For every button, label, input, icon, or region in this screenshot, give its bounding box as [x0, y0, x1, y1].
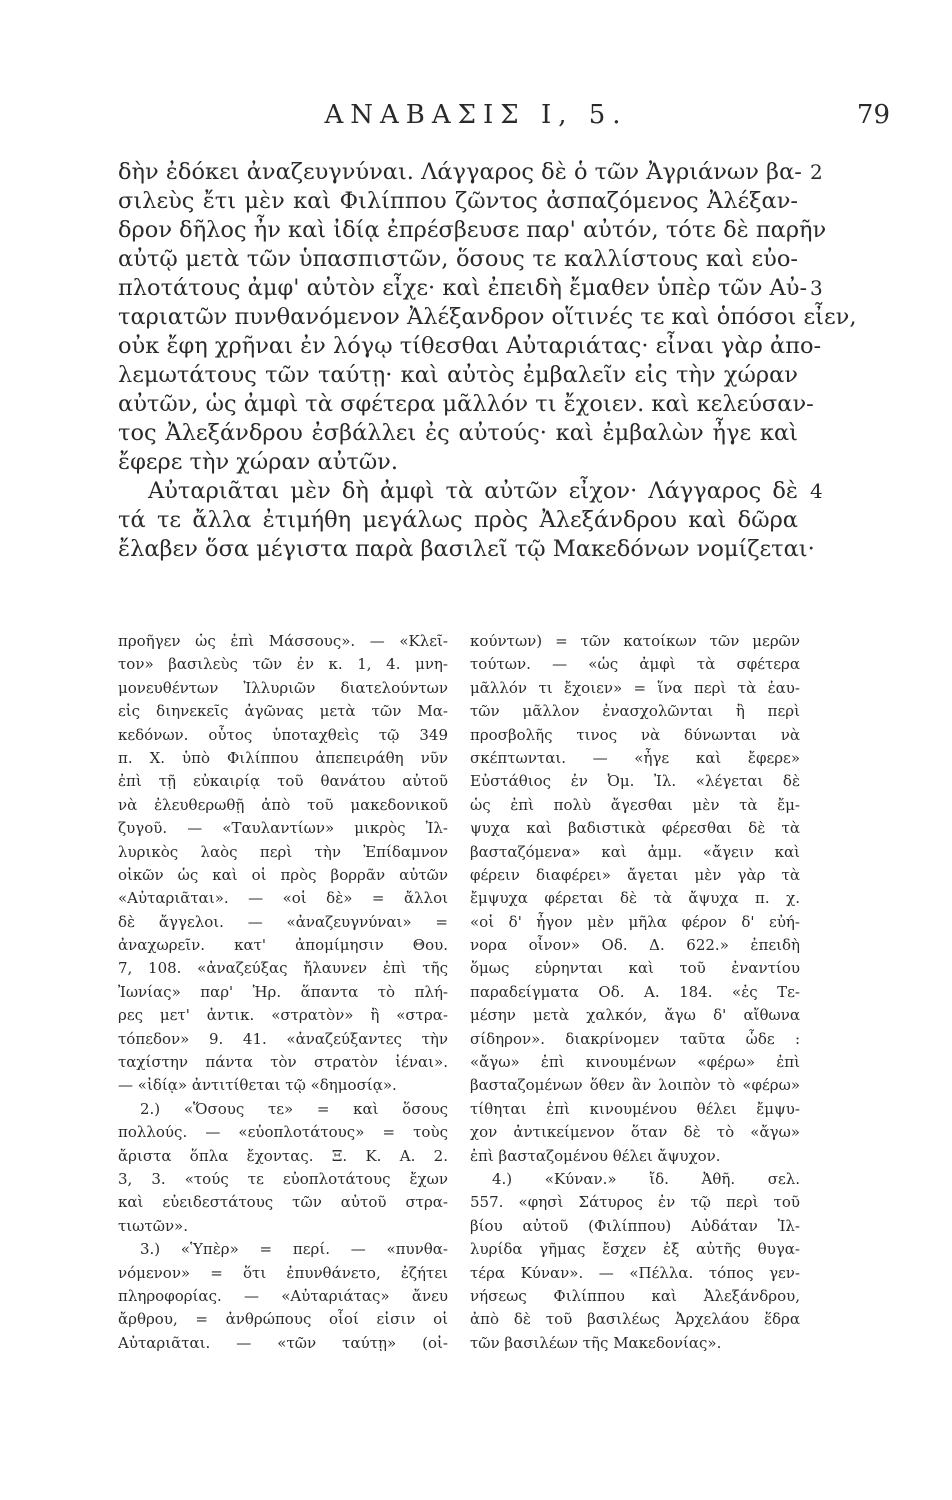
note-line: καὶ εὐειδεστάτους τῶν αὐτοῦ στρα- [118, 1193, 448, 1212]
text-line: ταριατῶν πυνθανόμενον Ἀλέξανδρον οἵτινές τε καὶ ὁπόσοι εἶεν, [118, 304, 857, 330]
note-line: προῆγεν ὡς ἐπὶ Μάσσους». — «Κλεῖ- [118, 632, 448, 650]
note-line: βασταζόμενα» καὶ ἀμμ. «ἄγειν καὶ [470, 842, 800, 861]
section-number: 2 [810, 160, 823, 184]
note-line: ζυγοῦ. — «Ταυλαντίων» μικρὸς Ἰλ- [118, 819, 448, 838]
note-line: τούτων. — «ὡς ἀμφὶ τὰ σφέτερα [470, 655, 800, 674]
text-line: ἔφερε τὴν χώραν αὐτῶν. [118, 449, 399, 475]
note-line: νήσεως Φιλίππου καὶ Ἀλεξάνδρου, [470, 1286, 800, 1305]
text-line: πλοτάτους ἀμφ' αὐτὸν εἶχε· καὶ ἐπειδὴ ἔμαθεν ὑπὲρ τῶν Αὐ- [118, 275, 808, 301]
text-line: αὐτῶν, ὡς ἀμφὶ τὰ σφέτερα μᾶλλόν τι ἔχοιεν. καὶ κελεύσαν- [118, 391, 814, 417]
note-line: πολλούς. — «εὐοπλοτάτους» = τοὺς [118, 1123, 448, 1142]
note-line: τόπεδον» 9. 41. «ἀναζεύξαντες τὴν [118, 1029, 448, 1048]
note-line: τιωτῶν». [118, 1216, 189, 1235]
note-line: ἄριστα ὅπλα ἔχοντας. Ξ. Κ. Α. 2. [118, 1146, 448, 1165]
note-line: φέρειν διαφέρει» ἄγεται μὲν γὰρ τὰ [470, 865, 800, 884]
text-line: αὐτῷ μετὰ τῶν ὑπασπιστῶν, ὅσους τε καλλίστους καὶ εὐο- [118, 246, 798, 272]
note-line: τῶν μᾶλλον ἐνασχολῶνται ἢ περὶ [470, 702, 800, 721]
notes-column-left [118, 630, 448, 1355]
note-line: ἀπὸ δὲ τοῦ βασιλέως Ἀρχελάου ἕδρα [470, 1310, 800, 1329]
note-line: κούντων) = τῶν κατοίκων τῶν μερῶν [470, 632, 800, 650]
note-line: ψυχα καὶ βαδιστικὰ φέρεσθαι δὲ τὰ [470, 819, 800, 838]
note-line: κεδόνων. οὗτος ὑποταχθεὶς τῷ 349 [118, 725, 448, 744]
note-line: ὡς ἐπὶ πολὺ ἄγεσθαι μὲν τὰ ἔμ- [470, 795, 800, 814]
note-line: Ἰωνίας» παρ' Ἡρ. ἅπαντα τὸ πλή- [118, 982, 448, 1001]
page-header [0, 100, 952, 140]
page-number: 79 [856, 100, 890, 130]
text-line: δρον δῆλος ἦν καὶ ἰδίᾳ ἐπρέσβευσε παρ' αὐτόν, τότε δὲ παρῆν [118, 217, 827, 243]
note-line: 3.) «Ὑπὲρ» = περί. — «πυνθα- [140, 1240, 448, 1259]
note-line: 557. «φησὶ Σάτυρος ἐν τῷ περὶ τοῦ [470, 1193, 800, 1212]
text-line: σιλεὺς ἔτι μὲν καὶ Φιλίππου ζῶντος ἀσπαζόμενος Ἀλέξαν- [118, 188, 798, 214]
note-line: ἄρθρου, = ἀνθρώπους οἷοί εἰσιν οἱ [118, 1310, 448, 1329]
note-line: — «ἰδίᾳ» ἀντιτίθεται τῷ «δημοσίᾳ». [118, 1076, 397, 1095]
main-text [118, 158, 857, 564]
text-line: τά τε ἄλλα ἐτιμήθη μεγάλως πρὸς Ἀλεξάνδρου καὶ δῶρα [118, 507, 798, 533]
note-line: «ἄγω» ἐπὶ κινουμένων «φέρω» ἐπὶ [470, 1053, 800, 1072]
note-line: εἰς διηνεκεῖς ἀγῶνας μετὰ τῶν Μα- [118, 702, 448, 721]
text-line: δὴν ἐδόκει ἀναζευγνύναι. Λάγγαρος δὲ ὁ τῶν Ἀγριάνων βα- [118, 159, 802, 185]
note-line: χον ἀντικείμενον ὅταν δὲ τὸ «ἄγω» [470, 1123, 800, 1142]
note-line: προσβολῆς τινος νὰ δύνωνται νὰ [470, 725, 800, 744]
note-line: ἐπὶ βασταζομένου θέλει ἄψυχον. [470, 1146, 721, 1165]
note-line: πληροφορίας. — «Αὐταριάτας» ἄνευ [118, 1286, 448, 1305]
text-line: οὐκ ἔφη χρῆναι ἐν λόγῳ τίθεσθαι Αὐταριάτας· εἶναι γὰρ ἀπο- [118, 333, 822, 359]
note-line: ἀναχωρεῖν. κατ' ἀπομίμησιν Θου. [118, 936, 448, 955]
text-line: τος Ἀλεξάνδρου ἐσβάλλει ἐς αὐτούς· καὶ ἐμβαλὼν ἦγε καὶ [118, 420, 798, 446]
text-line: λεμωτάτους τῶν ταύτῃ· καὶ αὐτὸς ἐμβαλεῖν εἰς τὴν χώραν [118, 362, 798, 388]
note-line: οἰκῶν ὡς καὶ οἱ πρὸς βορρᾶν αὐτῶν [118, 865, 448, 884]
note-line: 2.) «Ὅσους τε» = καὶ ὅσους [140, 1099, 448, 1118]
note-line: μᾶλλόν τι ἔχοιεν» = ἵνα περὶ τὰ ἑαυ- [470, 678, 800, 697]
note-line: «οἱ δ' ἦγον μὲν μῆλα φέρον δ' εὐή- [470, 912, 800, 931]
note-line: π. Χ. ὑπὸ Φιλίππου ἀπεπειράθη νῦν [118, 748, 448, 767]
note-line: βίου αὐτοῦ (Φιλίππου) Αὐδάταν Ἰλ- [470, 1216, 800, 1235]
note-line: σκέπτωνται. — «ἦγε καὶ ἔφερε» [470, 748, 800, 767]
note-line: τον» βασιλεὺς τῶν ἐν κ. 1, 4. μνη- [118, 655, 448, 674]
note-line: σίδηρον». διακρίνομεν ταῦτα ὧδε : [470, 1029, 800, 1048]
note-line: λυρίδα γῆμας ἔσχεν ἐξ αὐτῆς θυγα- [470, 1240, 800, 1259]
note-line: ρες μετ' ἀντικ. «στρατὸν» ἢ «στρα- [118, 1006, 448, 1025]
note-line: 4.) «Κύναν.» ἴδ. Ἀθῆ. σελ. [492, 1169, 800, 1188]
text-line: ἔλαβεν ὅσα μέγιστα παρὰ βασιλεῖ τῷ Μακεδόνων νομίζεται· [118, 536, 815, 562]
note-line: τέρα Κύναν». — «Πέλλα. τόπος γεν- [470, 1263, 800, 1282]
note-line: Αὐταριᾶται. — «τῶν ταύτῃ» (οἰ- [118, 1333, 448, 1352]
note-line: ταχίστην πάντα τὸν στρατὸν ἰέναι». [118, 1053, 448, 1072]
note-line: «Αὐταριᾶται». — «οἱ δὲ» = ἄλλοι [118, 889, 448, 908]
note-line: τῶν βασιλέων τῆς Μακεδονίας». [470, 1333, 722, 1352]
note-line: ὅμως εὑρηνται καὶ τοῦ ἐναντίου [470, 959, 800, 978]
note-line: ἔμψυχα φέρεται δὲ τὰ ἄψυχα π. χ. [470, 889, 800, 908]
note-line: μέσην μετὰ χαλκόν, ἄγω δ' αἴθωνα [470, 1006, 800, 1025]
note-line: ἐπὶ τῇ εὐκαιρίᾳ τοῦ θανάτου αὐτοῦ [118, 772, 448, 791]
text-line: Αὐταριᾶται μὲν δὴ ἀμφὶ τὰ αὐτῶν εἶχον· Λάγγαρος δὲ [148, 478, 798, 504]
note-line: νορα οἶνον» Οδ. Δ. 622.» ἐπειδὴ [470, 936, 800, 955]
note-line: παραδείγματα Οδ. Α. 184. «ἐς Τε- [470, 982, 800, 1001]
note-line: μονευθέντων Ἰλλυριῶν διατελούντων [118, 678, 448, 697]
note-line: 3, 3. «τούς τε εὐοπλοτάτους ἔχων [118, 1169, 448, 1188]
section-number: 3 [810, 276, 823, 300]
running-title: ΑΝΑΒΑΣΙΣ Ι, 5. [324, 100, 628, 130]
note-line: τίθηται ἐπὶ κινουμένου θέλει ἔμψυ- [470, 1099, 800, 1118]
note-line: δὲ ἄγγελοι. — «ἀναζευγνύναι» = [118, 912, 448, 931]
note-line: βασταζομένων ὅθεν ἂν λοιπὸν τὸ «φέρω» [470, 1076, 800, 1095]
note-line: 7, 108. «ἀναζεύξας ἤλαυνεν ἐπὶ τῆς [118, 959, 448, 978]
note-line: νὰ ἐλευθερωθῇ ἀπὸ τοῦ μακεδονικοῦ [118, 795, 448, 814]
notes-column-right [470, 630, 800, 1355]
note-line: λυρικὸς λαὸς περὶ τὴν Ἐπίδαμνον [118, 842, 448, 861]
note-line: Εὐστάθιος ἐν Ὀμ. Ἰλ. «λέγεται δὲ [470, 772, 800, 791]
section-number: 4 [810, 479, 823, 503]
note-line: νόμενον» = ὅτι ἐπυνθάνετο, ἐζήτει [118, 1263, 448, 1282]
